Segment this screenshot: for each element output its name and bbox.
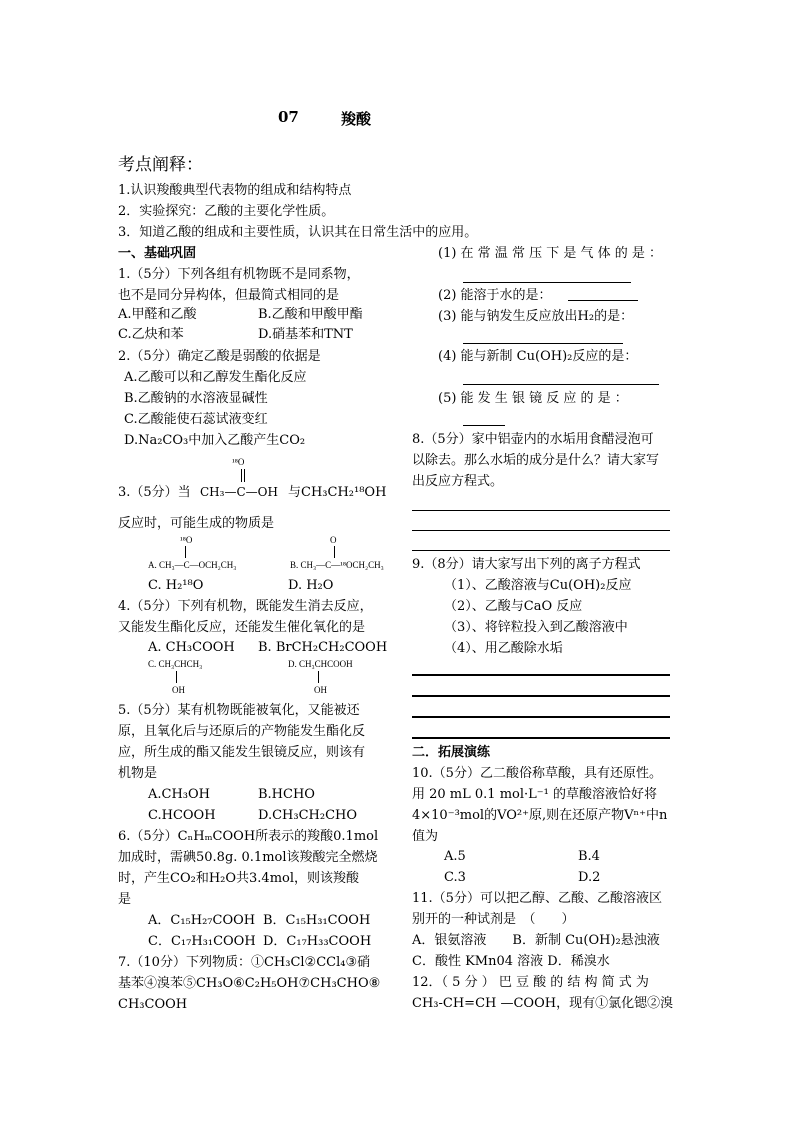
answer-blank[interactable] [568, 300, 638, 301]
q6-option-a: A．C₁₅H₂₇COOH [148, 913, 256, 928]
q3-double-bond [241, 469, 242, 482]
q10-option-b: B.4 [578, 849, 600, 864]
q9-item: （4）、用乙酸除水垢 [444, 641, 563, 656]
q5-option-c: C.HCOOH [148, 808, 216, 823]
q7-line: 7.（10分）下列物质：①CH₃Cl②CCl₄③硝 [118, 955, 371, 970]
q6-option-b: B．C₁₅H₃₁COOH [263, 913, 371, 928]
q5-line: 5.（5分）某有机物既能被氧化，又能被还 [118, 703, 360, 718]
kaodian-item: 3．知道乙酸的组成和主要性质，认识其在日常生活中的应用。 [118, 225, 478, 240]
kaodian-item: 1.认识羧酸典型代表物的组成和结构特点 [118, 183, 352, 198]
q1-line: 1.（5分）下列各组有机物既不是同系物， [118, 267, 360, 282]
q3-option-b: B. CH₃—C—¹⁸OCH₂CH₃ [290, 560, 384, 570]
answer-line[interactable] [412, 674, 670, 676]
q8-line: 8.（5分）家中铝壶内的水垢用食醋浸泡可 [412, 432, 654, 447]
q3-line: 反应时，可能生成的物质是 [118, 516, 275, 531]
q10-line: 10.（5分）乙二酸俗称草酸，具有还原性。 [412, 766, 662, 781]
q6-line: 是 [118, 892, 132, 907]
q1-option-b: B.乙酸和甲酸甲酯 [258, 307, 363, 322]
q3-stem-post: 与CH₃CH₂¹⁸OH [288, 485, 387, 500]
q11-options-cd: C．酸性 KMn04 溶液 D．稀溴水 [412, 954, 610, 969]
q1-option-d: D.硝基苯和TNT [258, 327, 353, 342]
answer-line[interactable] [412, 737, 670, 739]
answer-blank[interactable] [463, 425, 505, 426]
q5-option-b: B.HCHO [258, 787, 315, 802]
q4-option-c: C. CH₃CHCH₃ [148, 659, 203, 669]
q4-option-a: A. CH₃COOH [148, 640, 235, 655]
q3-stem-pre: 3.（5分）当 [118, 485, 191, 500]
q4-option-b: B. BrCH₂CH₂COOH [258, 640, 388, 655]
q8-line: 以除去。那么水垢的成分是什么？请大家写 [412, 453, 660, 468]
q9-item: （3）、将锌粒投入到乙酸溶液中 [444, 620, 628, 635]
q10-option-d: D.2 [578, 870, 601, 885]
q3-b-o: O [330, 535, 337, 545]
q3-o18-label: ¹⁸O [232, 457, 245, 467]
q7-sub-5: (5) 能 发 生 银 镜 反 应 的 是 ： [438, 391, 628, 406]
q5-line: 应，所生成的酯又能发生银镜反应，则该有 [118, 745, 366, 760]
q2-option-b: B.乙酸钠的水溶液显碱性 [124, 391, 268, 406]
q7-sub-4: (4) 能与新制 Cu(OH)₂反应的是： [438, 349, 638, 364]
q3-b-bond [334, 546, 335, 558]
section-basic: 一、基础巩固 [118, 246, 197, 261]
q1-option-a: A.甲醛和乙酸 [118, 307, 197, 322]
q1-option-c: C.乙炔和苯 [118, 327, 184, 342]
q7-sub-2: (2) 能溶于水的是： [438, 288, 552, 303]
q7-line: CH₃COOH [118, 997, 188, 1012]
q2-stem: 2.（5分）确定乙酸是弱酸的依据是 [118, 349, 321, 364]
q4-c-oh: OH [172, 685, 185, 695]
answer-line[interactable] [412, 530, 670, 531]
answer-line[interactable] [412, 550, 670, 551]
q3-a-bond [185, 546, 186, 558]
q9-item: （2）、乙酸与CaO 反应 [444, 599, 583, 614]
q4-line: 4.（5分）下列有机物，既能发生消去反应， [118, 599, 373, 614]
q10-line: 4×10⁻³mol的VO²⁺原,则在还原产物Vⁿ⁺中n [412, 808, 668, 823]
q2-option-a: A.乙酸可以和乙醇发生酯化反应 [124, 370, 307, 385]
q6-option-d: D．C₁₇H₃₃COOH [263, 934, 372, 949]
section-extension: 二．拓展演练 [412, 745, 491, 760]
q5-line: 原，且氧化后与还原后的产物能发生酯化反 [118, 724, 366, 739]
q8-line: 出反应方程式。 [412, 474, 504, 489]
q9-item: （1）、乙酸溶液与Cu(OH)₂反应 [444, 578, 632, 593]
q5-line: 机物是 [118, 766, 158, 781]
q9-stem: 9.（8分）请大家写出下列的离子方程式 [412, 557, 641, 572]
q3-structure: CH₃—C—OH [200, 485, 278, 499]
q2-option-c: C.乙酸能使石蕊试液变红 [124, 412, 268, 427]
chapter-title: 羧酸 [341, 110, 372, 128]
q4-line: 又能发生酯化反应，还能发生催化氧化的是 [118, 620, 366, 635]
q4-d-oh: OH [314, 685, 327, 695]
q10-option-c: C.3 [444, 870, 466, 885]
q11-line: 11.（5分）可以把乙醇、乙酸、乙酸溶液区 [412, 891, 662, 906]
q4-c-bond [176, 671, 177, 683]
q3-a-o18: ¹⁸O [180, 535, 193, 545]
q5-option-d: D.CH₃CH₂CHO [258, 808, 358, 823]
q3-option-c: C. H₂¹⁸O [148, 578, 204, 593]
q10-option-a: A.5 [444, 849, 466, 864]
q7-sub-1: (1) 在 常 温 常 压 下 是 气 体 的 是 ： [438, 246, 663, 261]
answer-line[interactable] [412, 510, 670, 511]
q7-line: 基苯④溴苯⑤CH₃O⑥C₂H₅OH⑦CH₃CHO⑧ [118, 976, 381, 991]
kaodian-heading: 考点阐释： [118, 155, 203, 175]
q5-option-a: A.CH₃OH [148, 787, 211, 802]
q12-line: 12．（ 5 分 ） 巴 豆 酸 的 结 构 简 式 为 [412, 975, 649, 990]
chapter-number: 07 [278, 108, 299, 126]
answer-blank[interactable] [463, 384, 659, 385]
q3-double-bond [244, 469, 245, 482]
q12-line: CH₃-CH=CH —COOH，现有①氯化锶②溴 [412, 996, 674, 1011]
q3-option-a: A. CH₃—C—OCH₂CH₃ [148, 560, 237, 570]
kaodian-item: 2．实验探究：乙酸的主要化学性质。 [118, 204, 335, 219]
q10-line: 用 20 mL 0.1 mol·L⁻¹ 的草酸溶液恰好将 [412, 787, 657, 802]
q1-line: 也不是同分异构体，但最简式相同的是 [118, 288, 340, 303]
q2-option-d: D.Na₂CO₃中加入乙酸产生CO₂ [124, 433, 306, 448]
answer-line[interactable] [412, 695, 670, 697]
answer-line[interactable] [412, 716, 670, 718]
answer-blank[interactable] [463, 343, 623, 344]
q11-options-ab: A．银氨溶液 B．新制 Cu(OH)₂悬浊液 [412, 933, 660, 948]
q4-d-bond [318, 671, 319, 683]
q3-option-d: D. H₂O [288, 578, 334, 593]
q6-line: 6.（5分）CₙHₘCOOH所表示的羧酸0.1mol [118, 829, 379, 844]
q4-option-d: D. CH₃CHCOOH [288, 659, 353, 669]
q6-option-c: C．C₁₇H₃₁COOH [148, 934, 256, 949]
q6-line: 加成时，需碘50.8g. 0.1mol该羧酸完全燃烧 [118, 850, 378, 865]
q6-line: 时，产生CO₂和H₂O共3.4mol，则该羧酸 [118, 871, 360, 886]
answer-blank[interactable] [463, 282, 631, 283]
q10-line: 值为 [412, 829, 439, 844]
q11-line: 别开的一种试剂是 （ ） [412, 912, 575, 927]
q7-sub-3: (3) 能与钠发生反应放出H₂的是： [438, 309, 634, 324]
